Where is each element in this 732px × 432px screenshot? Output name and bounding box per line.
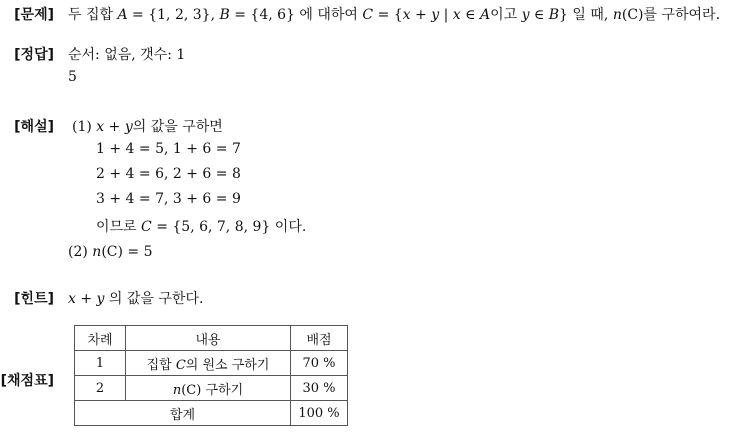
row-points: 30 % <box>291 376 348 401</box>
step-number: (1) <box>72 119 97 135</box>
set-bar: | <box>439 7 453 23</box>
row-order: 1 <box>75 351 126 376</box>
header-order: 차례 <box>75 326 126 351</box>
set-b-name: B <box>219 7 230 23</box>
var-x: x <box>402 7 411 23</box>
problem-part: 에 대하여 <box>294 7 363 23</box>
plus-sign: + <box>75 291 97 307</box>
step-text: 의 값을 구하면 <box>132 119 223 135</box>
answer-label: [정답] <box>14 47 54 63</box>
var-n: n <box>612 7 622 23</box>
solution-step1 <box>72 116 223 136</box>
var-y: y <box>431 7 440 23</box>
solution-line-2: 2 + 4 = 6, 2 + 6 = 8 <box>96 166 241 182</box>
set-a-name: A <box>117 7 128 23</box>
content-text: 집합 <box>146 357 176 373</box>
n-c-arg: (C) <box>621 7 644 23</box>
header-points: 배점 <box>291 326 348 351</box>
var-y: y <box>521 7 530 23</box>
header-content: 내용 <box>126 326 291 351</box>
problem-part: 두 집합 <box>68 7 118 23</box>
problem-label: [문제] <box>14 7 54 23</box>
set-c-value: = {5, 6, 7, 8, 9} <box>151 219 271 235</box>
problem-part: 를 구하여라. <box>643 7 721 23</box>
hint-text <box>68 288 203 308</box>
problem-part: 일 때, <box>567 7 613 23</box>
var-x: x <box>452 7 461 23</box>
line-text: 이다. <box>270 219 307 235</box>
var-n: n <box>92 244 102 260</box>
solution-step2 <box>68 244 153 260</box>
solution-line-1: 1 + 4 = 5, 1 + 6 = 7 <box>96 141 241 157</box>
solution-label: [해설] <box>14 119 54 135</box>
set-a-value: = {1, 2, 3}, <box>127 7 220 23</box>
row-points: 70 % <box>291 351 348 376</box>
set-b-ref: B <box>548 7 560 23</box>
var-x: x <box>96 119 105 135</box>
set-c-open: = { <box>373 7 403 23</box>
plus-sign: + <box>410 7 432 23</box>
element-of: ∈ <box>460 7 480 23</box>
line-text: 이므로 <box>96 219 142 235</box>
row-content <box>126 351 291 376</box>
hint-body: 의 값을 구한다. <box>104 291 204 307</box>
answer-value: 5 <box>68 69 77 85</box>
table-row <box>75 351 348 376</box>
var-y: y <box>124 119 133 135</box>
row-order: 2 <box>75 376 126 401</box>
table-row <box>75 376 348 401</box>
content-text: (C) 구하기 <box>181 382 244 398</box>
problem-text <box>68 4 720 24</box>
hint-label: [힌트] <box>14 291 54 307</box>
set-c-close: } <box>559 7 568 23</box>
step-result: (C) = 5 <box>101 244 153 260</box>
total-points: 100 % <box>291 401 348 426</box>
set-a-ref: A <box>479 7 491 23</box>
row-content <box>126 376 291 401</box>
problem-part: 이고 <box>490 7 522 23</box>
set-c-name: C <box>362 7 374 23</box>
step-number: (2) <box>68 244 93 260</box>
plus-sign: + <box>104 119 125 135</box>
scoring-label: [채점표] <box>0 373 54 389</box>
set-c-name: C <box>175 357 186 373</box>
var-y: y <box>96 291 105 307</box>
solution-line-3: 3 + 4 = 7, 3 + 6 = 9 <box>96 191 241 207</box>
total-label: 합계 <box>75 401 291 426</box>
element-of: ∈ <box>529 7 549 23</box>
var-x: x <box>68 291 76 307</box>
table-header-row <box>75 326 348 351</box>
table-total-row <box>75 401 348 426</box>
answer-meta: 순서: 없음, 갯수: 1 <box>68 47 186 63</box>
content-text: 의 원소 구하기 <box>185 357 270 373</box>
set-b-value: = {4, 6} <box>229 7 295 23</box>
set-c-name: C <box>141 219 152 235</box>
scoring-table <box>74 325 348 426</box>
var-n: n <box>172 382 182 398</box>
solution-line-4 <box>96 216 306 236</box>
